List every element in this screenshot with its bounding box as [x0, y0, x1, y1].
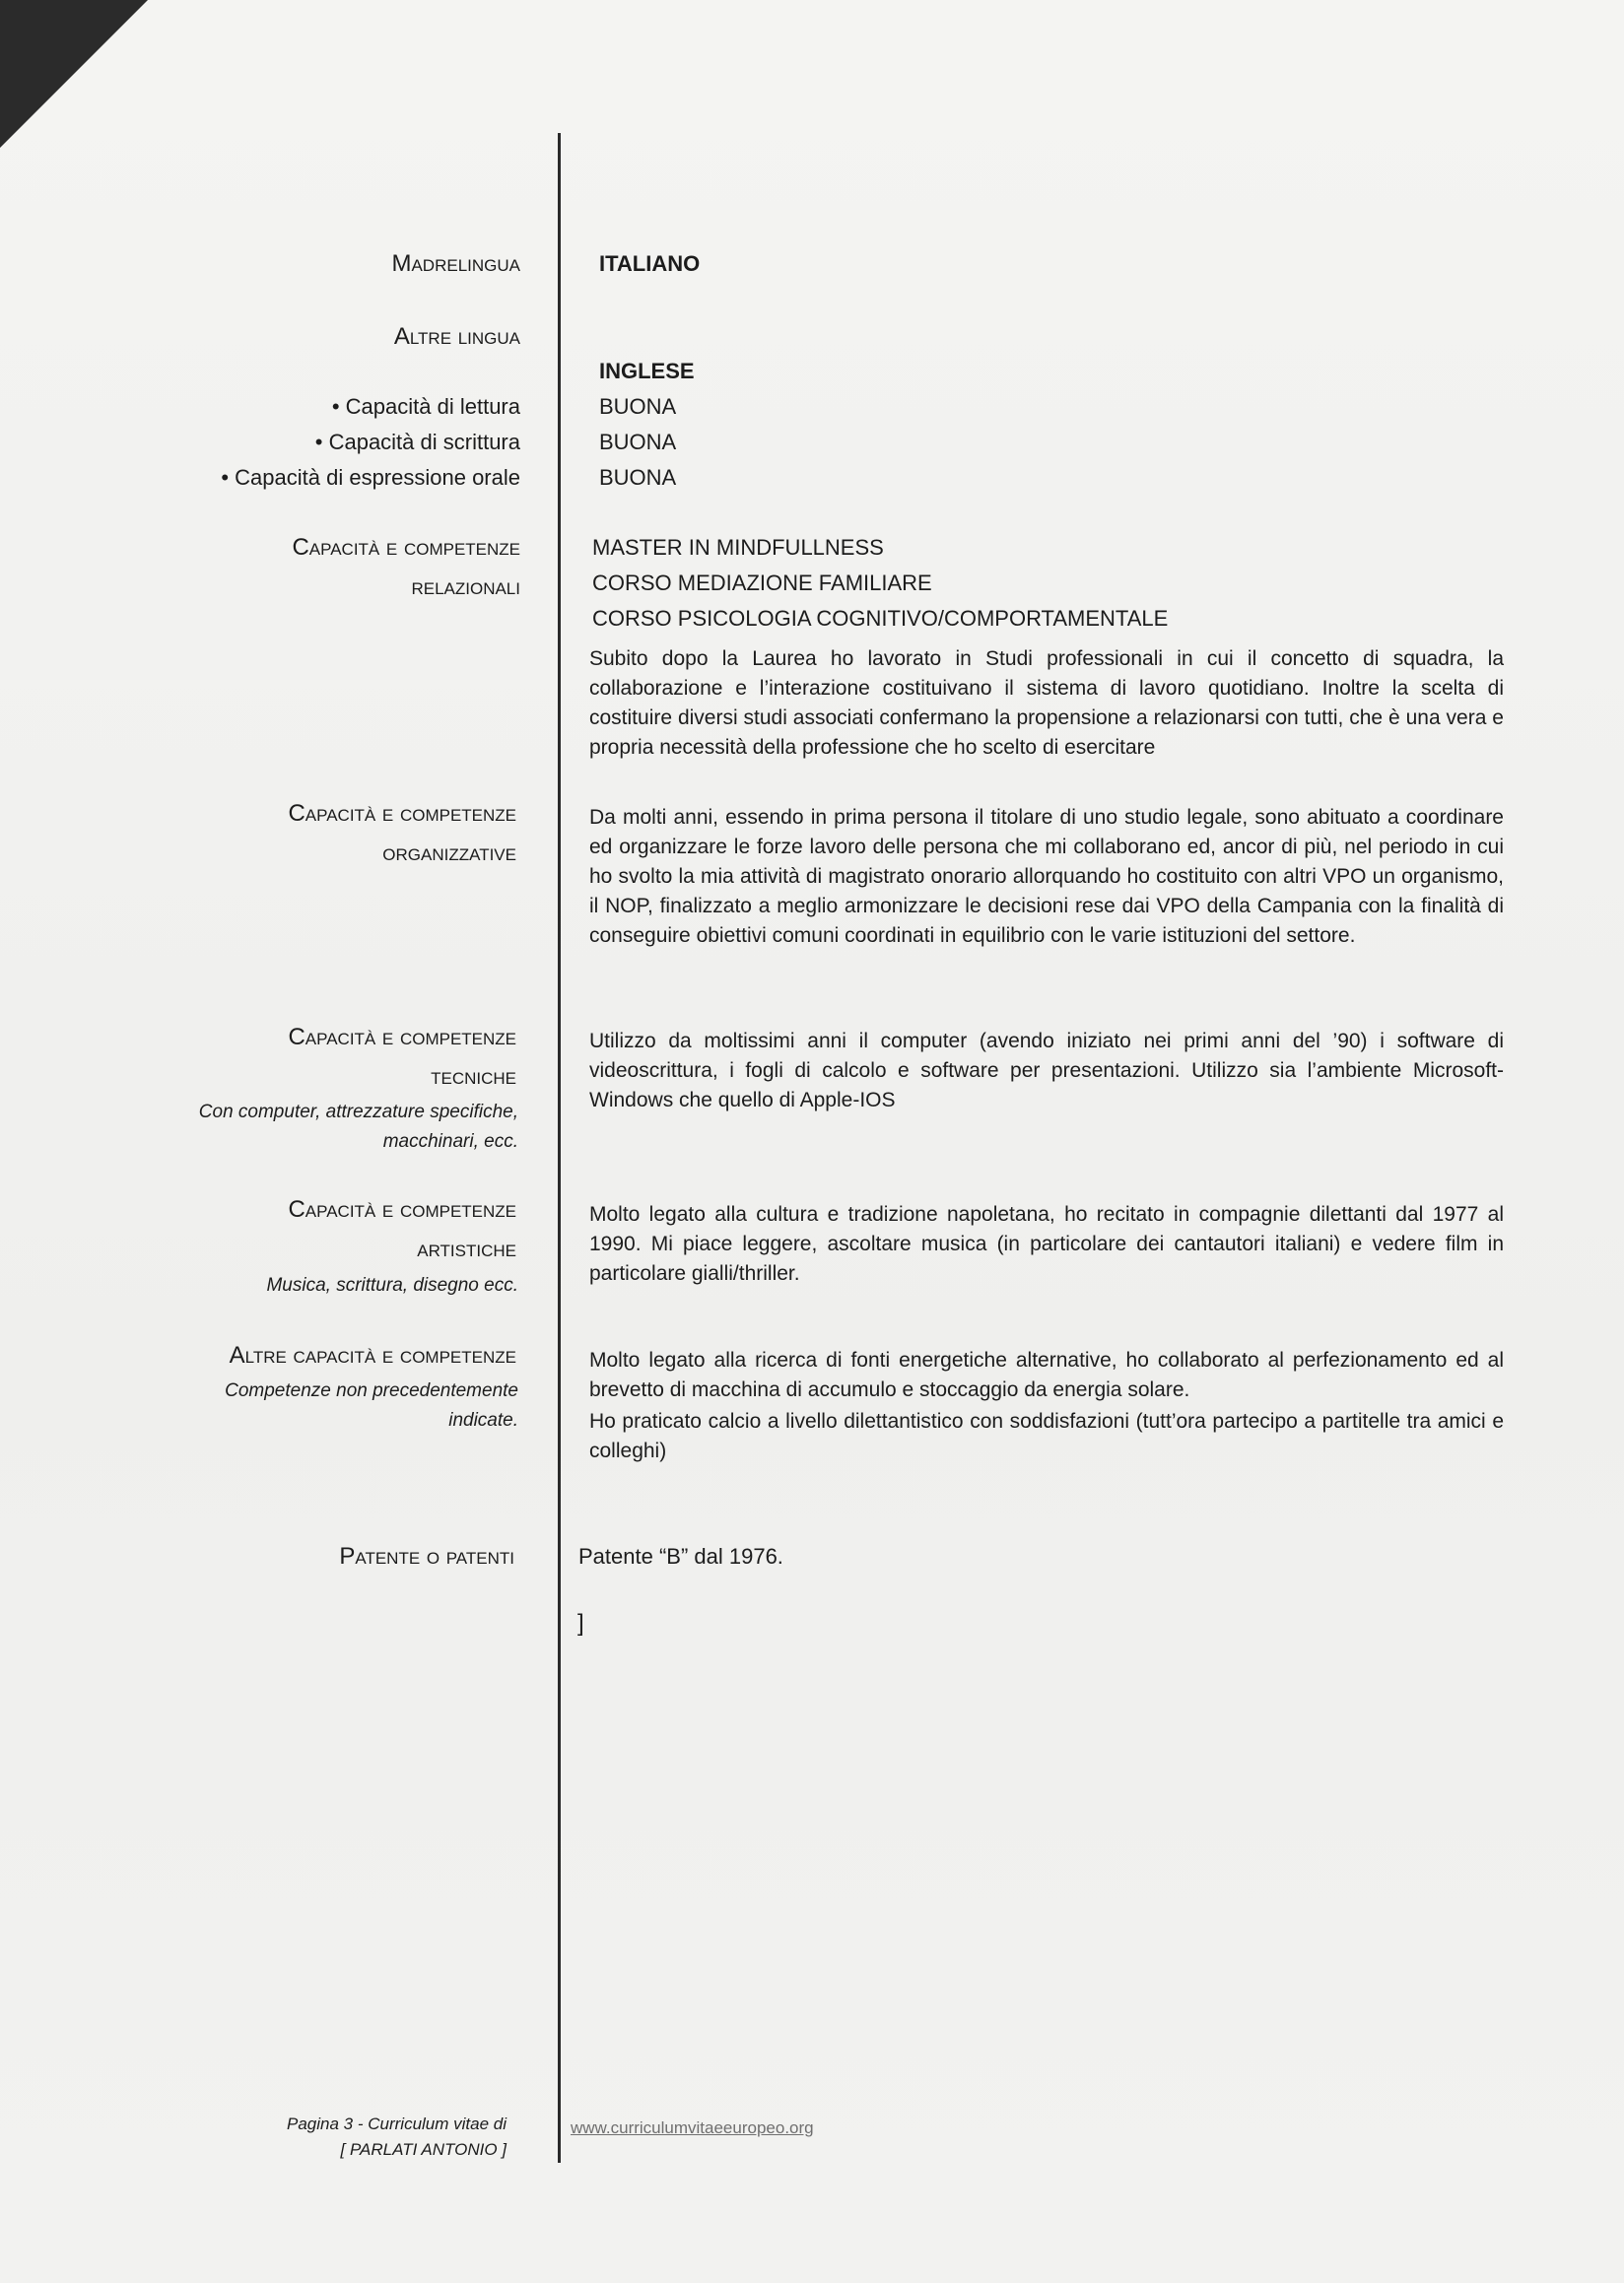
label-organizzative: Capacità e competenze — [288, 800, 516, 827]
text-tecniche: Utilizzo da moltissimi anni il computer (avendo iniziato nei primi anni del ’90) i software di videoscrittura, i fogli di calcolo e software per presentazioni. Utilizzo sia l’ambiente Microsoft-Windows che quello di Apple-IOS — [589, 1030, 1504, 1111]
footer-url-link[interactable]: www.curriculumvitaeeuropeo.org — [571, 2118, 814, 2137]
value-espressione: BUONA — [599, 465, 677, 490]
sub-tecniche-1: Con computer, attrezzature specifiche, — [198, 1102, 518, 1122]
value-lingua: INGLESE — [599, 359, 695, 383]
sub-altre-2: indicate. — [448, 1410, 518, 1431]
footer-page-line1: Pagina 3 - Curriculum vitae di — [287, 2115, 507, 2133]
text-relazionali: Subito dopo la Laurea ho lavorato in Studi professionali in cui il concetto di squadra, la collaborazione e l’interazione costituivano il sistema di lavoro quotidiano. Inoltre la scelta di costituire diversi studi associati confermano la propensione a relazionarsi con tutti, che è una vera e propria necessità della professione che ho scelto di esercitare — [589, 647, 1504, 759]
folded-corner — [0, 0, 148, 148]
value-relazionali-line1: MASTER IN MINDFULLNESS — [592, 535, 884, 560]
label-organizzative-2: organizzative — [382, 839, 516, 866]
sub-tecniche-2: macchinari, ecc. — [382, 1131, 518, 1152]
text-altre-1: Molto legato alla ricerca di fonti energetiche alternative, ho collaborato al perfezionamento ed al brevetto di macchina di accumulo e stoccaggio da energia solare. — [589, 1349, 1504, 1401]
value-lettura: BUONA — [599, 394, 677, 419]
label-relazionali: Capacità e competenze — [292, 534, 520, 561]
label-espressione: • Capacità di espressione orale — [221, 465, 520, 490]
label-altre-lingua: Altre lingua — [393, 323, 520, 350]
value-relazionali-line3: CORSO PSICOLOGIA COGNITIVO/COMPORTAMENTALE — [592, 606, 1169, 631]
label-patente: Patente o patenti — [339, 1543, 514, 1570]
label-madrelingua: Madrelingua — [391, 250, 520, 277]
label-artistiche: Capacità e competenze — [288, 1196, 516, 1223]
label-tecniche: Capacità e competenze — [288, 1024, 516, 1050]
label-relazionali-2: relazionali — [411, 573, 520, 600]
sub-artistiche: Musica, scrittura, disegno ecc. — [266, 1275, 518, 1296]
text-altre-2: Ho praticato calcio a livello dilettantistico con soddisfazioni (tutt’ora partecipo a partitelle tra amici e colleghi) — [589, 1410, 1504, 1462]
label-scrittura: • Capacità di scrittura — [314, 430, 520, 454]
bracket-mark: ] — [577, 1610, 584, 1637]
text-organizzative: Da molti anni, essendo in prima persona il titolare di uno studio legale, sono abituato a coordinare ed organizzare le forze lavoro delle persona che mi collaborano ed, ancor di più, nel periodo in cui ho svolto la mia attività di magistrato onorario allorquando ho costituito con altri VPO un organismo, il NOP, finalizzato a meglio armonizzare le decisioni rese dai VPO della Campania con la finalità di conseguire obiettivi comuni coordinati in equilibrio con le varie istituzioni del settore. — [589, 806, 1504, 947]
value-madrelingua: ITALIANO — [599, 251, 701, 276]
value-patente: Patente “B” dal 1976. — [578, 1544, 783, 1569]
label-lettura: • Capacità di lettura — [331, 394, 520, 419]
label-artistiche-2: artistiche — [417, 1236, 516, 1262]
footer-page-line2: [ PARLATI ANTONIO ] — [340, 2140, 507, 2159]
value-scrittura: BUONA — [599, 430, 677, 454]
column-divider — [558, 133, 561, 2163]
footer-page-info — [287, 2112, 507, 2163]
label-tecniche-2: tecniche — [431, 1063, 516, 1090]
label-altre-capacita: Altre capacità e competenze — [229, 1342, 516, 1369]
sub-altre-1: Competenze non precedentemente — [225, 1380, 518, 1401]
text-artistiche: Molto legato alla cultura e tradizione napoletana, ho recitato in compagnie dilettanti dal 1977 al 1990. Mi piace leggere, ascoltare musica (in particolare dei cantautori italiani) e vedere film in particolare gialli/thriller. — [589, 1203, 1504, 1285]
value-relazionali-line2: CORSO MEDIAZIONE FAMILIARE — [592, 571, 932, 595]
